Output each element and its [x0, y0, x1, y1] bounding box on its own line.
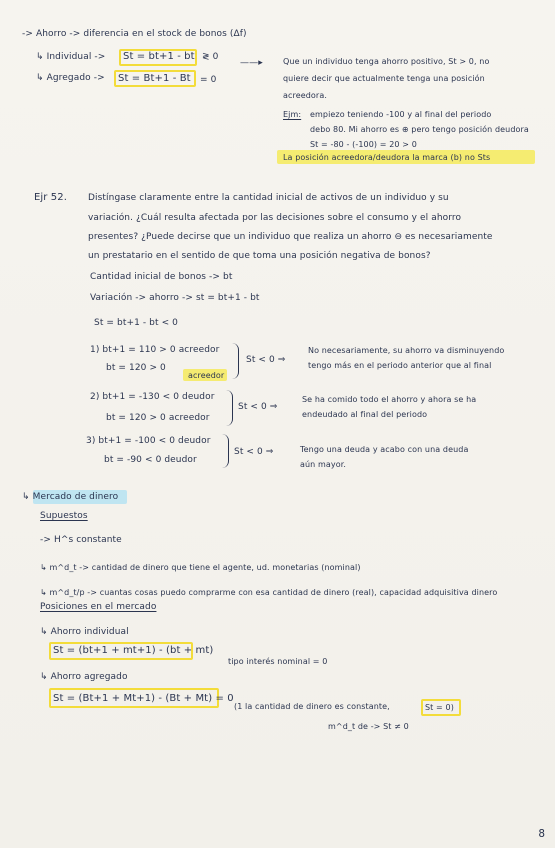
- q1: Distíngase claramente entre la cantidad inicial de activos de un individuo y su: [88, 193, 449, 203]
- c1a: 1) bt+1 = 110 > 0 acreedor: [90, 345, 220, 355]
- note3: acreedora.: [283, 91, 327, 100]
- ej1: empiezo teniendo -100 y al final del periodo: [310, 110, 492, 119]
- c3n1: Tengo una deuda y acabo con una deuda: [300, 445, 469, 454]
- posiciones-heading: Posiciones en el mercado: [40, 602, 157, 612]
- p1: ↳ Ahorro individual: [40, 627, 129, 637]
- c1n1: No necesariamente, su ahorro va disminuyendo: [308, 346, 505, 355]
- ind-label: ↳ Individual ->: [36, 52, 106, 62]
- c2a: 2) bt+1 = -130 < 0 deudor: [90, 392, 215, 402]
- a1: Cantidad inicial de bonos -> bt: [90, 272, 233, 282]
- c3b: bt = -90 < 0 deudor: [104, 455, 197, 465]
- supuestos-heading: Supuestos: [40, 511, 88, 521]
- note2: quiere decir que actualmente tenga una posición: [283, 74, 485, 83]
- final-statement: La posición acreedora/deudora la marca (b) no Sts: [283, 153, 491, 162]
- arrow-right-icon: ——▸: [240, 58, 263, 68]
- ind-eq: St = bt+1 - bt: [123, 51, 195, 62]
- ej2: debo 80. Mi ahorro es ⊕ pero tengo posición deudora: [310, 125, 529, 134]
- note-c: m^d_t de -> St ≠ 0: [328, 722, 409, 731]
- line-ahorro: -> Ahorro -> diferencia en el stock de bonos (Δf): [22, 29, 247, 39]
- c1b: bt = 120 > 0: [106, 363, 166, 373]
- note-b: St = 0): [425, 703, 454, 712]
- c2b: bt = 120 > 0 acreedor: [106, 413, 210, 423]
- agg-label: ↳ Agregado ->: [36, 73, 105, 83]
- ind-cmp: ≷ 0: [202, 52, 219, 62]
- dinero-title: ↳ Mercado de dinero: [22, 492, 119, 502]
- c2r: St < 0 ⇒: [238, 402, 278, 412]
- agg-eq: St = Bt+1 - Bt: [118, 73, 191, 84]
- c3a: 3) bt+1 = -100 < 0 deudor: [86, 436, 211, 446]
- s1: -> H^s constante: [40, 535, 122, 545]
- ej3: St = -80 - (-100) = 20 > 0: [310, 140, 417, 149]
- c2n2: endeudado al final del periodo: [302, 410, 428, 419]
- agg-cmp: = 0: [200, 75, 217, 85]
- c3r: St < 0 ⇒: [234, 447, 274, 457]
- p2-eq: St = (Bt+1 + Mt+1) - (Bt + Mt) = 0: [53, 693, 234, 704]
- q2: variación. ¿Cuál resulta afectada por las decisiones sobre el consumo y el ahorro: [88, 213, 462, 223]
- q3: presentes? ¿Puede decirse que un individuo que realiza un ahorro ⊖ es necesariamente: [88, 232, 493, 242]
- c1r: St < 0 ⇒: [246, 355, 286, 365]
- ej-label: Ejm:: [283, 110, 302, 119]
- note-a: (1 la cantidad de dinero es constante,: [234, 702, 390, 711]
- p1-eq: St = (bt+1 + mt+1) - (bt + mt): [53, 645, 214, 656]
- s3: ↳ m^d_t/p -> cuantas cosas puedo comprarme con esa cantidad de dinero (real), capacidad adquisitiva dinero: [40, 588, 498, 597]
- tipo-interes: tipo interés nominal = 0: [228, 657, 328, 666]
- note1: Que un individuo tenga ahorro positivo, St > 0, no: [283, 57, 490, 66]
- brace-1: [232, 343, 239, 379]
- a2: Variación -> ahorro -> st = bt+1 - bt: [90, 293, 260, 303]
- c2n1: Se ha comido todo el ahorro y ahora se ha: [302, 395, 477, 404]
- q4: un prestatario en el sentido de que toma una posición negativa de bonos?: [88, 251, 431, 261]
- c1n2: tengo más en el periodo anterior que al final: [308, 361, 492, 370]
- page-number: 8: [538, 827, 545, 840]
- brace-2: [226, 390, 233, 426]
- s2: ↳ m^d_t -> cantidad de dinero que tiene el agente, ud. monetarias (nominal): [40, 563, 361, 572]
- brace-3: [222, 434, 229, 468]
- a3: St = bt+1 - bt < 0: [94, 318, 179, 328]
- c1c: acreedor: [188, 371, 225, 380]
- ej52-label: Ejr 52.: [34, 192, 67, 203]
- p2: ↳ Ahorro agregado: [40, 672, 128, 682]
- c3n2: aún mayor.: [300, 460, 347, 469]
